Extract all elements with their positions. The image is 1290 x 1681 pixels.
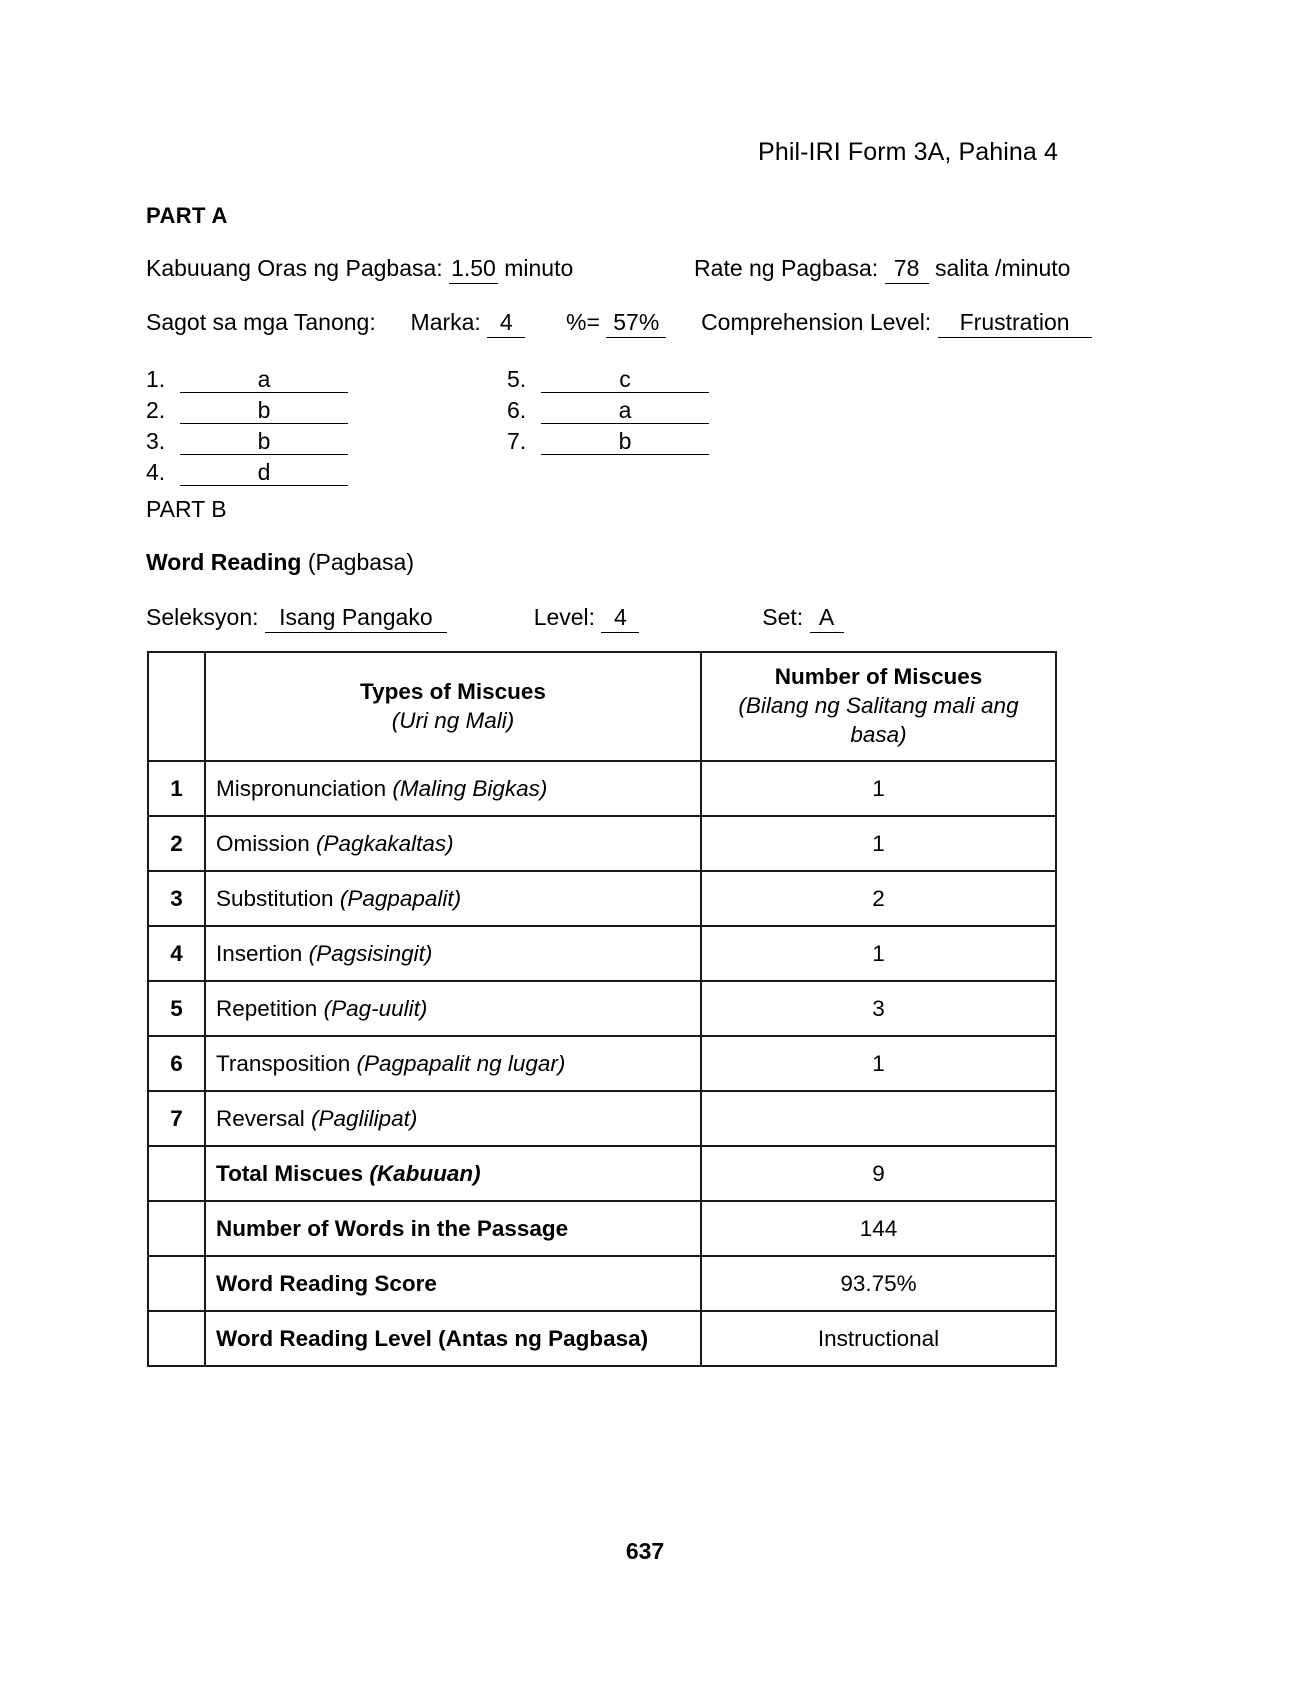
row-count[interactable]: 1 [701, 926, 1056, 981]
list-item [146, 362, 348, 393]
set-label: Set: [762, 604, 804, 630]
comprehension-level-label: Comprehension Level: [701, 309, 932, 335]
number-of-miscues-label: Number of Miscues [774, 664, 983, 690]
row-type-en: Repetition [216, 995, 318, 1021]
table-row [148, 871, 1056, 926]
row-count[interactable] [701, 1091, 1056, 1146]
row-type-fil: (Pagpapalit) [339, 885, 462, 911]
row-type [205, 816, 701, 871]
row-number: 4 [148, 926, 205, 981]
row-number [148, 1146, 205, 1201]
table-row-word-count [148, 1201, 1056, 1256]
table-row [148, 926, 1056, 981]
row-type-fil: (Pagsisingit) [308, 940, 433, 966]
row-number: 1 [148, 761, 205, 816]
row-type-fil: (Pagpapalit ng lugar) [356, 1050, 566, 1076]
word-reading-title-bold: Word Reading [146, 549, 302, 575]
row-label-en: Number of Words in the Passage [216, 1215, 569, 1241]
table-row-word-reading-score [148, 1256, 1056, 1311]
list-item [507, 393, 709, 424]
marka-label: Marka: [410, 309, 481, 335]
row-label [205, 1146, 701, 1201]
row-type-fil: (Paglilipat) [311, 1105, 418, 1131]
row-value[interactable]: Instructional [701, 1311, 1056, 1366]
set-value[interactable]: A [810, 604, 844, 633]
table-header-row [148, 652, 1056, 761]
types-of-miscues-label: Types of Miscues [360, 678, 546, 704]
list-item [507, 424, 709, 455]
row-type-fil: (Pag-uulit) [323, 995, 428, 1021]
row-type [205, 871, 701, 926]
answer-number: 4. [146, 459, 166, 485]
row-value[interactable]: 9 [701, 1146, 1056, 1201]
row-value[interactable]: 93.75% [701, 1256, 1056, 1311]
answer-number: 5. [507, 366, 527, 392]
answer-value[interactable]: d [180, 460, 348, 486]
list-item [146, 424, 348, 455]
seleksyon-row [146, 604, 844, 633]
table-row [148, 1091, 1056, 1146]
answer-number: 7. [507, 428, 527, 454]
row-number [148, 1201, 205, 1256]
word-reading-title-rest: (Pagbasa) [301, 549, 414, 575]
row-label [205, 1311, 701, 1366]
row-type-en: Insertion [216, 940, 303, 966]
table-row [148, 816, 1056, 871]
answer-number: 1. [146, 366, 166, 392]
table-row [148, 981, 1056, 1036]
row-type-en: Substitution [216, 885, 334, 911]
list-item [146, 455, 348, 486]
row-type-en: Omission [216, 830, 310, 856]
answer-value[interactable]: b [541, 429, 709, 455]
row-label [205, 1256, 701, 1311]
answers-label: Sagot sa mga Tanong: [146, 309, 376, 335]
answer-number: 2. [146, 397, 166, 423]
miscues-table [147, 651, 1057, 1367]
table-header-count [701, 652, 1056, 761]
reading-time-label: Kabuuang Oras ng Pagbasa: [146, 255, 443, 281]
answers-column-left [146, 362, 348, 486]
number-of-miscues-sublabel: (Bilang ng Salitang mali ang basa) [738, 693, 1019, 747]
part-b-heading: PART B [146, 496, 227, 522]
row-number: 2 [148, 816, 205, 871]
row-label-en: Word Reading Level (Antas ng Pagbasa) [216, 1325, 649, 1351]
reading-time-unit: minuto [504, 255, 574, 281]
answer-value[interactable]: b [180, 398, 348, 424]
types-of-miscues-sublabel: (Uri ng Mali) [391, 707, 515, 733]
row-number: 7 [148, 1091, 205, 1146]
level-value[interactable]: 4 [601, 604, 639, 633]
table-header-types [205, 652, 701, 761]
row-type-fil: (Pagkakaltas) [316, 830, 454, 856]
level-label: Level: [533, 604, 596, 630]
table-row [148, 761, 1056, 816]
table-row-total-miscues [148, 1146, 1056, 1201]
row-number: 6 [148, 1036, 205, 1091]
seleksyon-label: Seleksyon: [146, 604, 259, 630]
answer-value[interactable]: c [541, 367, 709, 393]
part-a-heading: PART A [146, 203, 228, 228]
answer-value[interactable]: a [541, 398, 709, 424]
reading-time-row [146, 255, 1070, 284]
row-type [205, 981, 701, 1036]
row-label-fil: (Kabuuan) [369, 1160, 481, 1186]
answers-score-row [146, 309, 1092, 338]
row-number [148, 1256, 205, 1311]
reading-rate-value[interactable]: 78 [885, 255, 929, 284]
reading-rate-label: Rate ng Pagbasa: [694, 255, 879, 281]
form-header-label: Phil-IRI Form 3A, Pahina 4 [758, 138, 1058, 166]
row-type [205, 1036, 701, 1091]
percent-value[interactable]: 57% [606, 309, 666, 338]
list-item [507, 362, 709, 393]
word-reading-heading [146, 549, 414, 576]
answer-value[interactable]: a [180, 367, 348, 393]
table-row [148, 1036, 1056, 1091]
row-count[interactable]: 1 [701, 761, 1056, 816]
row-type-en: Mispronunciation [216, 775, 387, 801]
marka-value[interactable]: 4 [487, 309, 525, 338]
seleksyon-value[interactable]: Isang Pangako [265, 604, 447, 633]
percent-label: %= [566, 309, 600, 335]
row-type [205, 1091, 701, 1146]
row-type-en: Transposition [216, 1050, 351, 1076]
list-item [146, 393, 348, 424]
row-label-en: Word Reading Score [216, 1270, 437, 1296]
answers-column-right [507, 362, 709, 455]
row-count[interactable]: 3 [701, 981, 1056, 1036]
reading-time-value[interactable]: 1.50 [449, 255, 498, 284]
row-count[interactable]: 1 [701, 1036, 1056, 1091]
reading-rate-unit: salita /minuto [934, 255, 1071, 281]
row-number: 5 [148, 981, 205, 1036]
table-row-word-reading-level [148, 1311, 1056, 1366]
comprehension-level-value[interactable]: Frustration [938, 309, 1092, 338]
row-type-fil: (Maling Bigkas) [392, 775, 548, 801]
row-value[interactable]: 144 [701, 1201, 1056, 1256]
row-number: 3 [148, 871, 205, 926]
row-label [205, 1201, 701, 1256]
row-label-en: Total Miscues [216, 1160, 364, 1186]
table-header-number-col [148, 652, 205, 761]
row-type [205, 761, 701, 816]
page-number: 637 [625, 1538, 665, 1564]
row-type-en: Reversal [216, 1105, 305, 1131]
row-count[interactable]: 1 [701, 816, 1056, 871]
answer-value[interactable]: b [180, 429, 348, 455]
row-type [205, 926, 701, 981]
row-count[interactable]: 2 [701, 871, 1056, 926]
answer-number: 3. [146, 428, 166, 454]
answer-number: 6. [507, 397, 527, 423]
row-number [148, 1311, 205, 1366]
